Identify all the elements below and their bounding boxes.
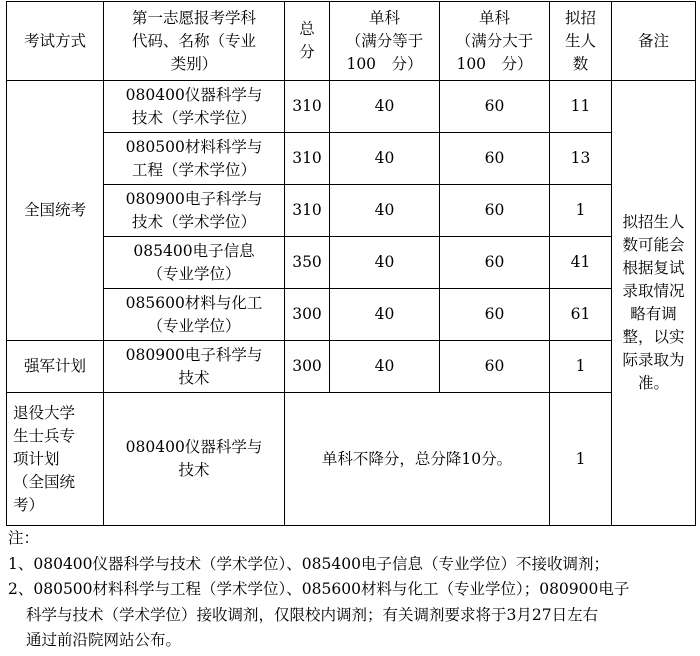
subject-cell: 085600材料与化工 （专业学位） xyxy=(104,289,285,341)
single-over-cell: 60 xyxy=(440,185,550,237)
remark-cell: 拟招生人 数可能会 根据复试 录取情况 略有调 整，以实 际录取为 准。 xyxy=(612,81,696,526)
subject-cell: 085400电子信息 （专业学位） xyxy=(104,237,285,289)
plan-cell: 61 xyxy=(550,289,612,341)
single-over-cell: 60 xyxy=(440,133,550,185)
header-single-100: 单科 （满分等于 100 分） xyxy=(330,2,440,81)
single-over-cell: 60 xyxy=(440,237,550,289)
admission-score-table xyxy=(6,1,696,526)
notes-title: 注： xyxy=(8,529,40,547)
header-total: 总 分 xyxy=(285,2,330,81)
header-row xyxy=(7,2,696,81)
note-1: 1、080400仪器科学与技术（学术学位）、085400电子信息（专业学位）不接收调剂； xyxy=(8,554,609,573)
header-subject: 第一志愿报考学科 代码、名称（专业 类别） xyxy=(104,2,285,81)
table-row xyxy=(7,289,696,341)
total-cell: 300 xyxy=(285,341,330,393)
single-100-cell: 40 xyxy=(330,289,440,341)
plan-cell: 13 xyxy=(550,133,612,185)
total-cell: 350 xyxy=(285,237,330,289)
single-100-cell: 40 xyxy=(330,185,440,237)
group-army: 强军计划 xyxy=(7,341,104,393)
subject-cell: 080400仪器科学与 技术（学术学位） xyxy=(104,81,285,133)
note-2-line-1: 2、080500材料科学与工程（学术学位）、085600材料与化工（专业学位）；080900电子 xyxy=(8,580,630,598)
plan-cell: 1 xyxy=(550,393,612,526)
plan-cell: 1 xyxy=(550,185,612,237)
table-row xyxy=(7,237,696,289)
header-single-over-100: 单科 （满分大于 100 分） xyxy=(440,2,550,81)
single-over-cell: 60 xyxy=(440,81,550,133)
total-cell: 300 xyxy=(285,289,330,341)
subject-cell: 080900电子科学与 技术（学术学位） xyxy=(104,185,285,237)
subject-cell: 080900电子科学与 技术 xyxy=(104,341,285,393)
table-row xyxy=(7,341,696,393)
single-100-cell: 40 xyxy=(330,237,440,289)
total-cell: 310 xyxy=(285,133,330,185)
note-2-line-3: 通过前沿院网站公布。 xyxy=(26,631,182,649)
single-100-cell: 40 xyxy=(330,133,440,185)
table-row xyxy=(7,185,696,237)
group-veteran: 退役大学 生士兵专 项计划 （全国统 考） xyxy=(7,393,104,526)
notes-section xyxy=(8,526,694,654)
single-over-cell: 60 xyxy=(440,341,550,393)
plan-cell: 41 xyxy=(550,237,612,289)
total-cell: 310 xyxy=(285,81,330,133)
header-remark: 备注 xyxy=(612,2,696,81)
table-row xyxy=(7,81,696,133)
plan-cell: 11 xyxy=(550,81,612,133)
header-method: 考试方式 xyxy=(7,2,104,81)
plan-cell: 1 xyxy=(550,341,612,393)
group-national: 全国统考 xyxy=(7,81,104,341)
single-over-cell: 60 xyxy=(440,289,550,341)
subject-cell: 080400仪器科学与 技术 xyxy=(104,393,285,526)
header-plan: 拟招 生人 数 xyxy=(550,2,612,81)
table-row xyxy=(7,393,696,526)
single-100-cell: 40 xyxy=(330,341,440,393)
merged-score-cell: 单科不降分，总分降10分。 xyxy=(285,393,550,526)
total-cell: 310 xyxy=(285,185,330,237)
note-2-line-2: 科学与技术（学术学位）接收调剂，仅限校内调剂；有关调剂要求将于3月27日左右 xyxy=(26,605,599,624)
subject-cell: 080500材料科学与 工程（学术学位） xyxy=(104,133,285,185)
table-row xyxy=(7,133,696,185)
single-100-cell: 40 xyxy=(330,81,440,133)
